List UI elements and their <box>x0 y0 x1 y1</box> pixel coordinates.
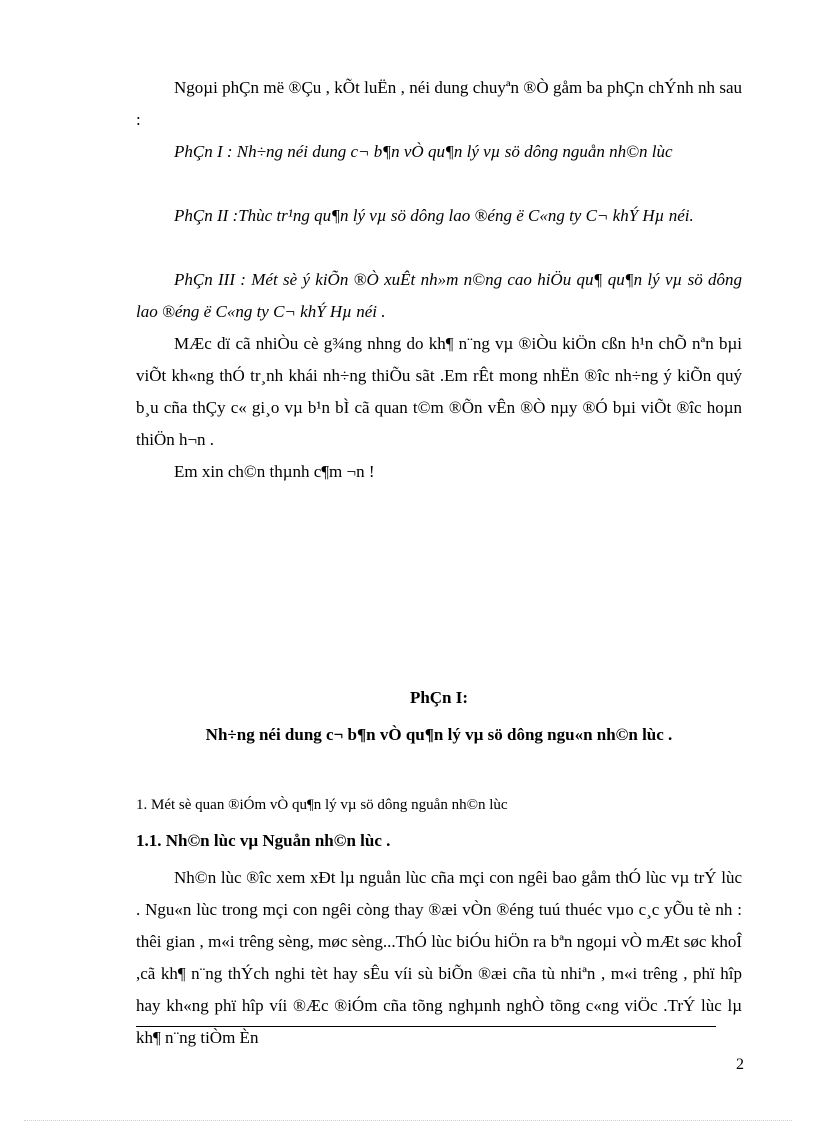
thanks-line: Em xin ch©n thµnh c¶m ¬n ! <box>174 462 375 481</box>
closing-paragraph: MÆc dï cã nhiÒu cè g¾ng nhng do kh¶ n¨ng vµ ®iÒu kiÖn cßn h¹n chÕ nªn bµi viÕt kh«ng thÓ tr¸nh khái nh÷ng thiÕu sãt .Em rÊt mong nhËn ®îc nh÷ng ý kiÕn quý b¸u cña thÇy c« gi¸o vµ b¹n bÌ cã quan t©m ®Õn vÊn ®Ò nµy ®Ó bµi viÕt ®îc hoµn thiÖn h¬n . <box>136 334 742 449</box>
section-heading: 1. Mét sè quan ®iÓm vÒ qu¶n lý vµ sö dông nguån nh©n lùc <box>136 797 508 813</box>
page-edge <box>24 1120 792 1121</box>
section-body: Nh©n lùc ®îc xem xÐt lµ nguån lùc cña mçi con ngêi bao gåm thÓ lùc vµ trÝ lùc . Ngu«n lùc trong mçi con ngêi còng thay ®æi vÒn ®éng tuú thuéc vµo c¸c yÕu tè nh : thêi gian , m«i trêng sèng, møc sèng...ThÓ lùc biÓu hiÖn ra bªn ngoµi vÒ mÆt søc khoÎ ,cã kh¶ n¨ng thÝch nghi tèt hay sÊu víi sù biÕn ®æi cña tù nhiªn , m«i trêng , phï hîp hay kh«ng phï hîp víi ®Æc ®iÓm cña tõng nghµnh nghÒ tõng c«ng viÖc .TrÝ lùc lµ kh¶ n¨ng tiÒm Èn <box>136 868 742 1047</box>
subsection-heading: 1.1. Nh©n lùc vµ Nguån nh©n lùc . <box>136 831 391 850</box>
part1-description: PhÇn I : Nh÷ng néi dung c¬ b¶n vÒ qu¶n lý vµ sö dông nguån nh©n lùc <box>174 142 673 161</box>
footer-rule <box>136 1026 716 1027</box>
part-title: Nh÷ng néi dung c¬ b¶n vÒ qu¶n lý vµ sö dông ngu«n nh©n lùc . <box>205 725 673 744</box>
part-label: PhÇn I: <box>409 688 469 707</box>
intro-paragraph: Ngoµi phÇn më ®Çu , kÕt luËn , néi dung chuyªn ®Ò gåm ba phÇn chÝnh nh sau : <box>136 78 742 129</box>
page-number: 2 <box>736 1056 744 1073</box>
part3-description: PhÇn III : Mét sè ý kiÕn ®Ò xuÊt nh»m n©ng cao hiÖu qu¶ qu¶n lý vµ sö dông lao ®éng ë C«ng ty C¬ khÝ Hµ néi . <box>136 270 742 321</box>
part2-description: PhÇn II :Thùc tr¹ng qu¶n lý vµ sö dông lao ®éng ë C«ng ty C¬ khÝ Hµ néi. <box>174 206 694 225</box>
